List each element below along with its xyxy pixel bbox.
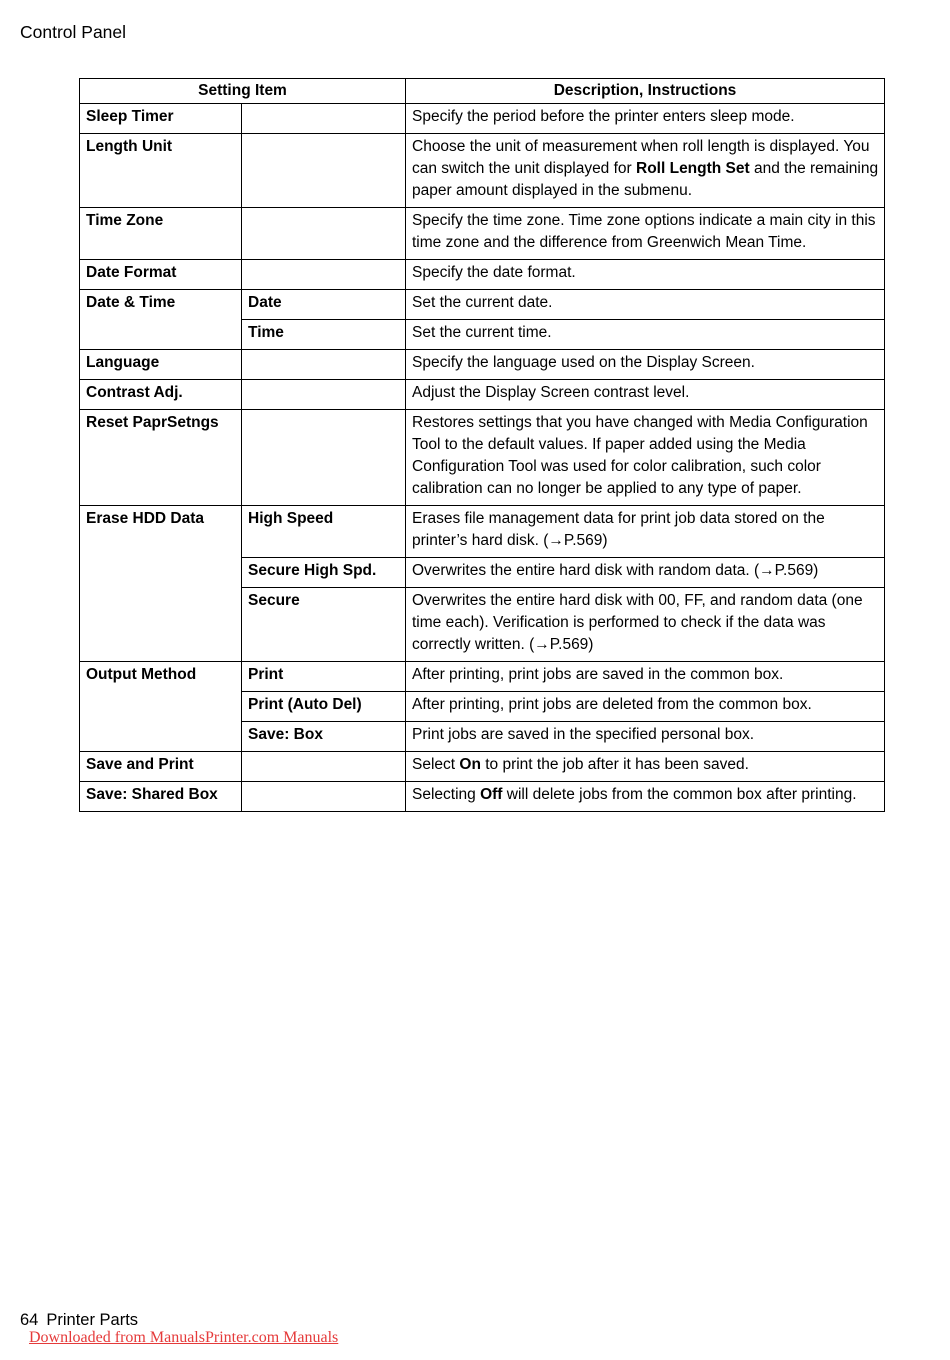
table-row [80, 662, 885, 692]
setting-name: Erase HDD Data [80, 506, 242, 662]
setting-subitem [242, 380, 406, 410]
setting-name: Sleep Timer [80, 104, 242, 134]
description-text: Selecting [412, 786, 481, 803]
setting-description [406, 380, 885, 410]
description-text: Set the current date. [412, 294, 553, 311]
setting-name: Language [80, 350, 242, 380]
description-text: Specify the time zone. Time zone options indicate a main city in this time zone and the difference from Greenwich Mean Time. [412, 212, 876, 251]
setting-subitem: Secure High Spd. [242, 558, 406, 588]
setting-description [406, 662, 885, 692]
table-row [80, 782, 885, 812]
description-text: After printing, print jobs are deleted from the common box. [412, 696, 812, 713]
description-text: Overwrites the entire hard disk with 00, FF, and random data (one time each). Verification is performed to check if the data was correctly written. (→P.569) [412, 592, 863, 653]
setting-name: Length Unit [80, 134, 242, 208]
description-text: After printing, print jobs are saved in the common box. [412, 666, 784, 683]
description-text: Specify the date format. [412, 264, 576, 281]
download-watermark-link[interactable]: Downloaded from ManualsPrinter.com Manuals [29, 1329, 339, 1346]
setting-description [406, 752, 885, 782]
setting-name: Save and Print [80, 752, 242, 782]
description-text: Restores settings that you have changed with Media Configuration Tool to the default values. If paper added using the Media Configuration Tool was used for color calibration, such color calibration can no longer be applied to any type of paper. [412, 414, 868, 497]
table-row [80, 410, 885, 506]
setting-description [406, 692, 885, 722]
setting-subitem [242, 410, 406, 506]
setting-subitem: Time [242, 320, 406, 350]
table-row [80, 134, 885, 208]
setting-description [406, 782, 885, 812]
setting-subitem: Date [242, 290, 406, 320]
running-header-title: Control Panel [20, 22, 127, 42]
description-emphasis: Off [480, 786, 503, 803]
setting-name: Date Format [80, 260, 242, 290]
setting-name: Contrast Adj. [80, 380, 242, 410]
setting-description [406, 260, 885, 290]
table-row [80, 208, 885, 260]
table-header-row [80, 79, 885, 104]
description-text: Set the current time. [412, 324, 552, 341]
setting-description [406, 134, 885, 208]
description-text: Adjust the Display Screen contrast level. [412, 384, 690, 401]
setting-subitem [242, 104, 406, 134]
settings-table-body [80, 104, 885, 812]
setting-description [406, 320, 885, 350]
page-number: 64 [20, 1311, 39, 1329]
setting-description [406, 506, 885, 558]
setting-subitem: Secure [242, 588, 406, 662]
table-row [80, 752, 885, 782]
setting-description [406, 350, 885, 380]
setting-description [406, 290, 885, 320]
description-text: Overwrites the entire hard disk with random data. (→P.569) [412, 562, 819, 579]
table-row [80, 104, 885, 134]
table-row [80, 350, 885, 380]
settings-table [79, 78, 885, 812]
setting-subitem [242, 350, 406, 380]
table-row [80, 290, 885, 320]
setting-description [406, 588, 885, 662]
description-text: Specify the language used on the Display Screen. [412, 354, 755, 371]
footer-section-title: Printer Parts [46, 1311, 139, 1329]
description-text: Specify the period before the printer enters sleep mode. [412, 108, 795, 125]
setting-subitem [242, 752, 406, 782]
setting-subitem [242, 208, 406, 260]
setting-subitem [242, 782, 406, 812]
table-row [80, 506, 885, 558]
setting-subitem: Save: Box [242, 722, 406, 752]
description-text: Choose the unit of measurement when roll length is displayed. You can switch the unit displayed for [412, 138, 870, 177]
header-description: Description, Instructions [406, 79, 885, 104]
setting-description [406, 208, 885, 260]
description-emphasis: On [459, 756, 481, 773]
setting-subitem [242, 134, 406, 208]
setting-name: Output Method [80, 662, 242, 752]
table-row [80, 380, 885, 410]
setting-description [406, 558, 885, 588]
table-row [80, 260, 885, 290]
description-text: will delete jobs from the common box after printing. [502, 786, 857, 803]
description-emphasis: Roll Length Set [636, 160, 750, 177]
description-text: to print the job after it has been saved. [480, 756, 749, 773]
setting-description [406, 410, 885, 506]
header-setting-item: Setting Item [80, 79, 406, 104]
setting-name: Date & Time [80, 290, 242, 350]
description-text: and the remaining paper amount displayed in the submenu. [412, 160, 879, 199]
setting-description [406, 722, 885, 752]
setting-subitem: High Speed [242, 506, 406, 558]
description-text: Erases file management data for print job data stored on the printer’s hard disk. (→P.569) [412, 510, 825, 549]
page-footer [20, 1311, 138, 1330]
setting-subitem: Print [242, 662, 406, 692]
setting-name: Save: Shared Box [80, 782, 242, 812]
setting-description [406, 104, 885, 134]
setting-name: Time Zone [80, 208, 242, 260]
description-text: Print jobs are saved in the specified personal box. [412, 726, 755, 743]
setting-subitem [242, 260, 406, 290]
description-text: Select [412, 756, 460, 773]
setting-name: Reset PaprSetngs [80, 410, 242, 506]
setting-subitem: Print (Auto Del) [242, 692, 406, 722]
